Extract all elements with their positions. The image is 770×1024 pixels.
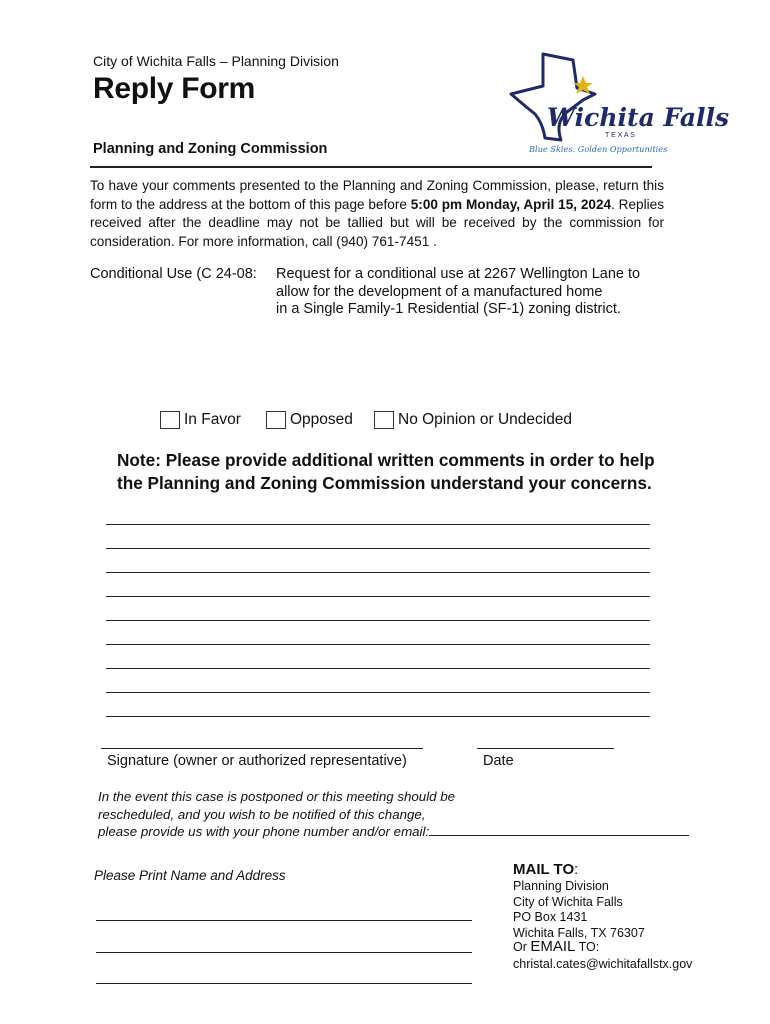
comment-line[interactable] (106, 548, 650, 549)
logo-wordmark: Wichita Falls (547, 103, 730, 132)
logo-state: T E X A S (605, 132, 635, 139)
address-line: PO Box 1431 (513, 910, 588, 924)
comment-line[interactable] (106, 716, 650, 717)
wichita-falls-logo (505, 48, 730, 158)
comment-line[interactable] (106, 572, 650, 573)
name-address-line[interactable] (96, 920, 472, 921)
deadline: 5:00 pm Monday, April 15, 2024 (410, 196, 612, 212)
address-line: City of Wichita Falls (513, 894, 623, 909)
address-line: Planning Division (513, 879, 609, 893)
comment-line[interactable] (106, 644, 650, 645)
name-address-line[interactable] (96, 952, 472, 953)
intro-paragraph (90, 177, 664, 251)
case-label: Conditional Use (C 24-08: (90, 266, 257, 282)
comment-line[interactable] (106, 620, 650, 621)
comments-note: Note: Please provide additional written comments in order to help the Planning and Zoning Commission understand your concerns. (117, 450, 655, 493)
page-title: Reply Form (93, 72, 256, 105)
header-divider (90, 166, 652, 168)
option-no-opinion[interactable] (374, 411, 572, 429)
date-label: Date (483, 753, 514, 769)
or-email-heading (513, 938, 599, 955)
no-opinion-label: No Opinion or Undecided (398, 411, 573, 428)
postponed-notice (98, 788, 718, 841)
division-heading: City of Wichita Falls – Planning Division (93, 53, 339, 69)
comment-line[interactable] (106, 668, 650, 669)
case-line: in a Single Family-1 Residential (SF-1) zoning district. (276, 301, 621, 317)
comment-line[interactable] (106, 524, 650, 525)
mail-to-colon: : (574, 862, 579, 878)
case-description (276, 266, 676, 319)
mail-to-label: MAIL TO (513, 861, 575, 878)
logo-tagline: Blue Skies. Golden Opportunities (529, 144, 668, 154)
print-name-label: Please Print Name and Address (94, 868, 286, 883)
in-favor-checkbox[interactable] (160, 411, 180, 429)
email-word: EMAIL (530, 938, 576, 955)
case-line: allow for the development of a manufactured home (276, 283, 603, 300)
comment-line[interactable] (106, 596, 650, 597)
to-word: TO: (575, 940, 600, 954)
case-line: Request for a conditional use at 2267 Wellington Lane to (276, 266, 641, 282)
contact-blank-line[interactable] (429, 823, 689, 836)
postponed-line: rescheduled, and you wish to be notified of this change, (98, 806, 426, 822)
in-favor-label: In Favor (184, 411, 241, 428)
name-address-line[interactable] (96, 983, 472, 984)
postponed-line: please provide us with your phone number and/or email: (98, 824, 430, 839)
postponed-line: In the event this case is postponed or this meeting should be (98, 789, 456, 804)
address-line: Wichita Falls, TX 76307 (513, 925, 645, 940)
comment-line[interactable] (106, 692, 650, 693)
subtitle: Planning and Zoning Commission (93, 141, 328, 157)
mail-to-heading (513, 861, 578, 878)
no-opinion-checkbox[interactable] (374, 411, 394, 429)
signature-line[interactable] (101, 748, 423, 749)
option-in-favor[interactable] (160, 411, 241, 429)
email-address[interactable]: christal.cates@wichitafallstx.gov (513, 957, 693, 971)
option-opposed[interactable] (266, 411, 353, 429)
or-word: Or (513, 940, 531, 954)
opposed-checkbox[interactable] (266, 411, 286, 429)
intro-text-end: . Replies received after the deadline may not be tallied but will be received by the commission for consideration. For more information, call (940) 761-7451 . (90, 196, 665, 249)
intro-text: To have your comments presented to the Planning and Zoning Commission, please, return this form to the address at the bottom of this page before (90, 178, 664, 212)
mailing-address (513, 879, 645, 941)
date-line[interactable] (477, 748, 614, 749)
opposed-label: Opposed (290, 411, 353, 428)
signature-label: Signature (owner or authorized representative) (107, 753, 407, 769)
